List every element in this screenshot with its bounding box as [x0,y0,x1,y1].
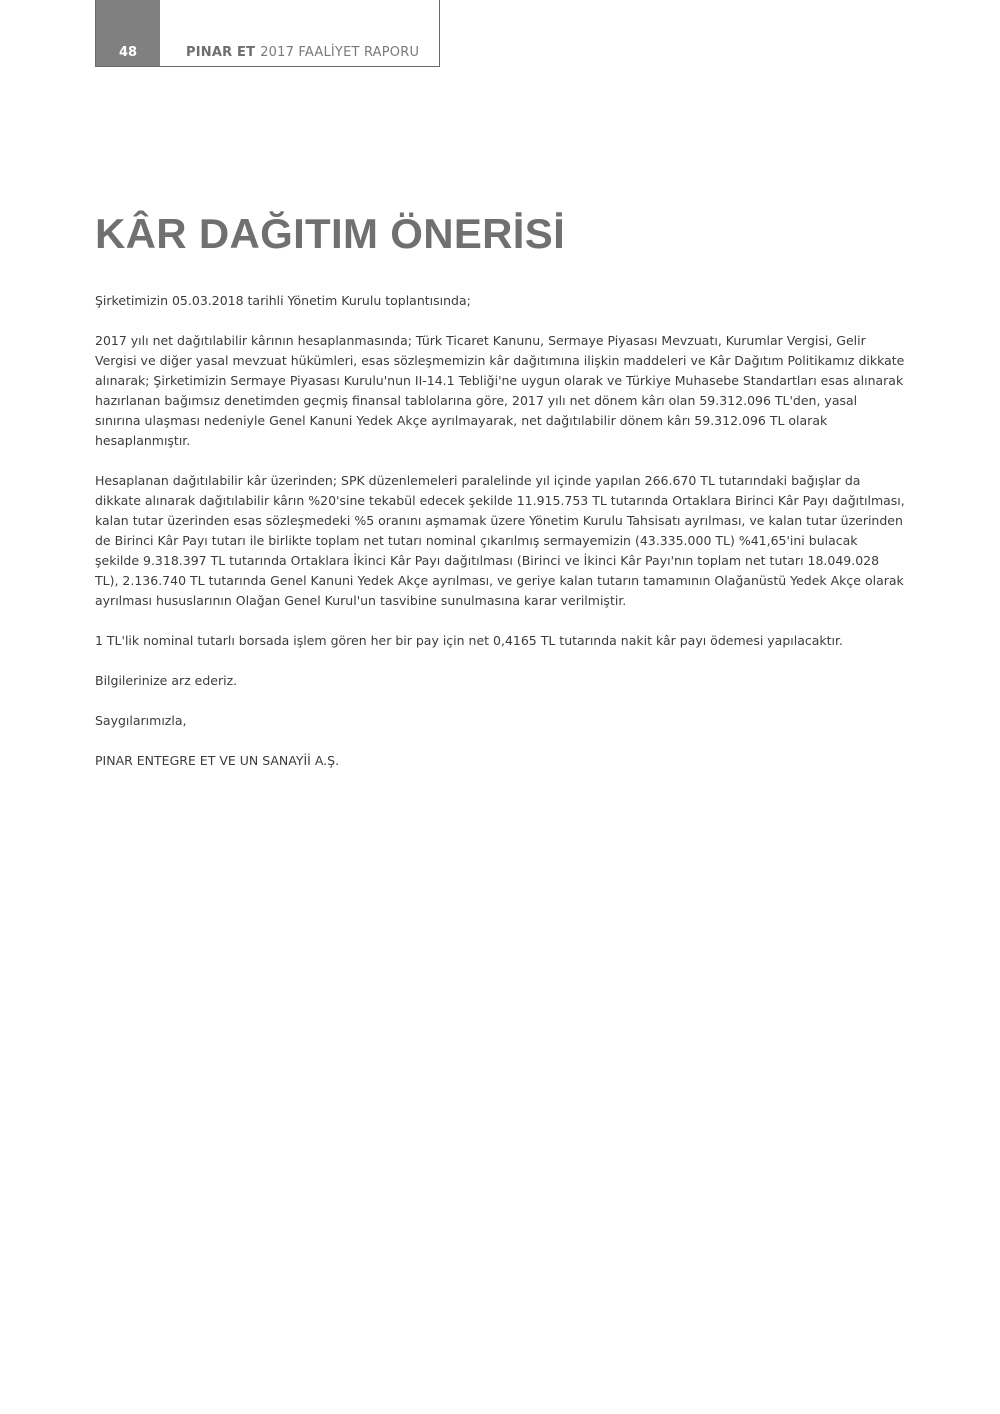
report-title: 2017 FAALİYET RAPORU [260,45,420,60]
salutation: Saygılarımızla, [95,713,187,728]
page-number: 48 [96,0,160,66]
page-title: KÂR DAĞITIM ÖNERİSİ [95,210,566,257]
net-profit-paragraph: 2017 yılı net dağıtılabilir kârının hesaplanmasında; Türk Ticaret Kanunu, Sermaye Piyasası Mevzuatı, Kurumlar Vergisi, Gelir Vergisi ve diğer yasal mevzuat hükümleri, esas sözleşmemizin kâr dağıtımına ilişkin maddeleri ve Kâr Dağıtım Politikamız dikkate alınarak; Şirketimizin Sermaye Piyasası Kurulu'nun II-14.1 Tebliği'ne uygun olarak ve Türkiye Muhasebe Standartları esas alınarak hazırlanan bağımsız denetimden geçmiş finansal tablolarına göre, 2017 yılı net dönem kârı olan 59.312.096 TL'den, yasal sınırına ulaşması nedeniyle Genel Kanuni Yedek Akçe ayrılmayarak, net dağıtılabilir dönem kârı 59.312.096 TL olarak hesaplanmıştır. [95,333,905,448]
page-header [95,0,440,67]
company-signature: PINAR ENTEGRE ET VE UN SANAYİİ A.Ş. [95,753,340,768]
closing-line: Bilgilerinize arz ederiz. [95,673,238,688]
intro-paragraph: Şirketimizin 05.03.2018 tarihli Yönetim Kurulu toplantısında; [95,293,471,308]
document-body [95,291,905,791]
report-header-title [160,0,439,66]
brand-name: PINAR ET [186,45,256,60]
distribution-paragraph: Hesaplanan dağıtılabilir kâr üzerinden; SPK düzenlemeleri paralelinde yıl içinde yapılan 266.670 TL tutarındaki bağışlar da dikkate alınarak dağıtılabilir kârın %20'sine tekabül edecek şekilde 11.915.753 TL tutarında Ortaklara Birinci Kâr Payı dağıtılması, kalan tutar üzerinden esas sözleşmedeki %5 oranını aşmamak üzere Yönetim Kurulu Tahsisatı ayrılması, ve kalan tutar üzerinden de Birinci Kâr Payı tutarı ile birlikte toplam net tutarı nominal çıkarılmış sermayemizin (43.335.000 TL) %41,65'ini bulacak şekilde 9.318.397 TL tutarında Ortaklara İkinci Kâr Payı dağıtılması (Birinci ve İkinci Kâr Payı'nın toplam net tutarı 18.049.028 TL), 2.136.740 TL tutarında Genel Kanuni Yedek Akçe ayrılması, ve geriye kalan tutarın tamamının Olağanüstü Yedek Akçe olarak ayrılması hususlarının Olağan Genel Kurul'un tasvibine sunulmasına karar verilmiştir. [95,473,905,608]
dividend-per-share-paragraph: 1 TL'lik nominal tutarlı borsada işlem gören her bir pay için net 0,4165 TL tutarında nakit kâr payı ödemesi yapılacaktır. [95,633,843,648]
